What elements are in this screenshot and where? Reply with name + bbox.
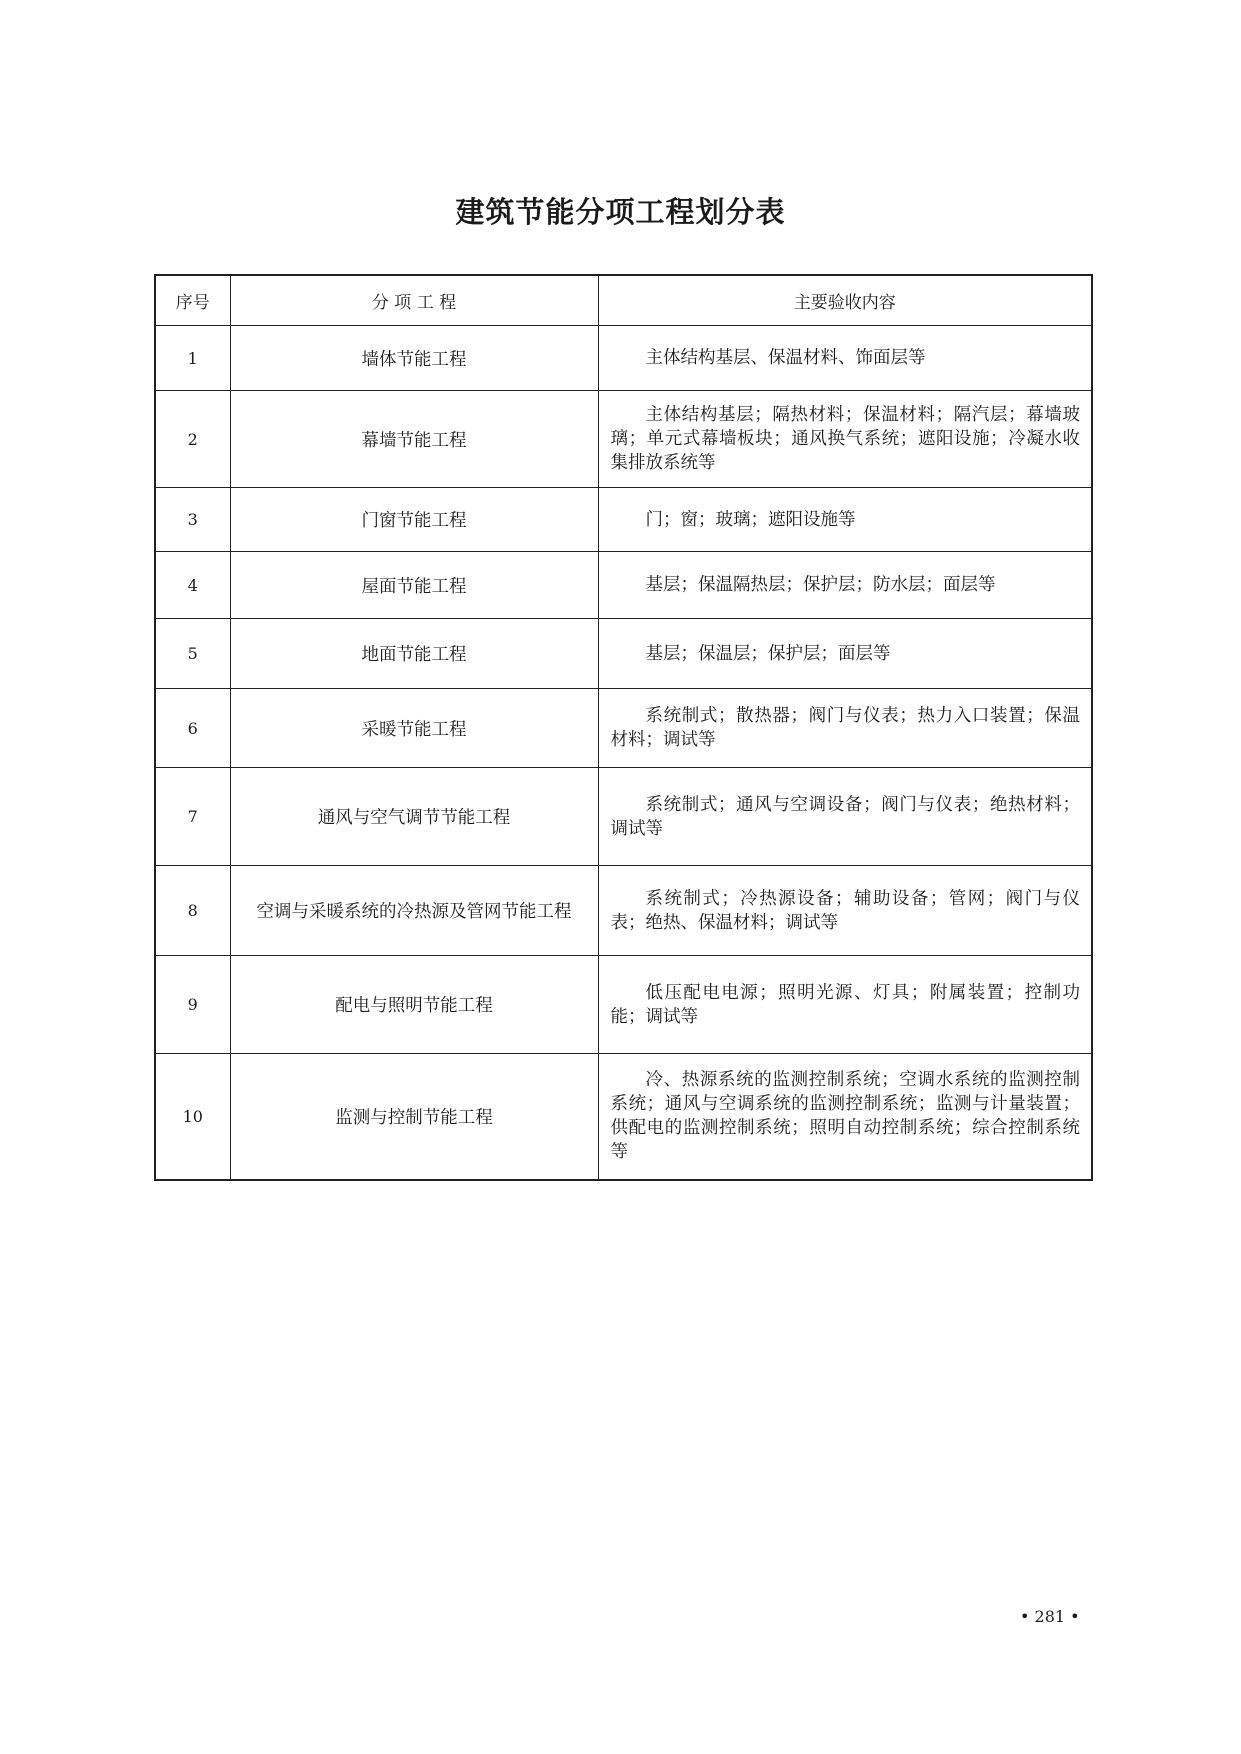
subproject-name: 采暖节能工程 <box>230 689 598 768</box>
table-row <box>155 1054 1092 1180</box>
row-number: 6 <box>155 689 230 768</box>
table-row <box>155 768 1092 866</box>
subproject-name: 通风与空气调节节能工程 <box>230 768 598 866</box>
table-row <box>155 866 1092 956</box>
table-row <box>155 552 1092 619</box>
table-row <box>155 619 1092 689</box>
subproject-name: 屋面节能工程 <box>230 552 598 619</box>
table-row <box>155 391 1092 488</box>
division-table <box>154 274 1093 1181</box>
header-subproject: 分 项 工 程 <box>230 275 598 326</box>
acceptance-content: 系统制式；散热器；阀门与仪表；热力入口装置；保温材料；调试等 <box>598 689 1092 768</box>
acceptance-content: 基层；保温层；保护层；面层等 <box>598 619 1092 689</box>
row-number: 5 <box>155 619 230 689</box>
acceptance-content: 主体结构基层；隔热材料；保温材料；隔汽层；幕墙玻璃；单元式幕墙板块；通风换气系统；遮阳设施；冷凝水收集排放系统等 <box>598 391 1092 488</box>
header-no: 序号 <box>155 275 230 326</box>
acceptance-content: 系统制式；通风与空调设备；阀门与仪表；绝热材料；调试等 <box>598 768 1092 866</box>
header-content: 主要验收内容 <box>598 275 1092 326</box>
row-number: 3 <box>155 488 230 552</box>
table-header-row <box>155 275 1092 326</box>
subproject-name: 墙体节能工程 <box>230 326 598 391</box>
row-number: 10 <box>155 1054 230 1180</box>
row-number: 9 <box>155 956 230 1054</box>
table-row <box>155 956 1092 1054</box>
row-number: 8 <box>155 866 230 956</box>
subproject-name: 监测与控制节能工程 <box>230 1054 598 1180</box>
subproject-name: 地面节能工程 <box>230 619 598 689</box>
acceptance-content: 低压配电电源；照明光源、灯具；附属装置；控制功能；调试等 <box>598 956 1092 1054</box>
table-row <box>155 488 1092 552</box>
acceptance-content: 冷、热源系统的监测控制系统；空调水系统的监测控制系统；通风与空调系统的监测控制系统；监测与计量装置；供配电的监测控制系统；照明自动控制系统；综合控制系统等 <box>598 1054 1092 1180</box>
subproject-name: 配电与照明节能工程 <box>230 956 598 1054</box>
table-row <box>155 689 1092 768</box>
acceptance-content: 主体结构基层、保温材料、饰面层等 <box>598 326 1092 391</box>
table-row <box>155 326 1092 391</box>
acceptance-content: 基层；保温隔热层；保护层；防水层；面层等 <box>598 552 1092 619</box>
page-title: 建筑节能分项工程划分表 <box>455 195 786 229</box>
page-number: • 281 • <box>1020 1607 1080 1626</box>
acceptance-content: 系统制式；冷热源设备；辅助设备；管网；阀门与仪表；绝热、保温材料；调试等 <box>598 866 1092 956</box>
row-number: 4 <box>155 552 230 619</box>
subproject-name: 空调与采暖系统的冷热源及管网节能工程 <box>230 866 598 956</box>
acceptance-content: 门；窗；玻璃；遮阳设施等 <box>598 488 1092 552</box>
row-number: 7 <box>155 768 230 866</box>
subproject-name: 幕墙节能工程 <box>230 391 598 488</box>
row-number: 1 <box>155 326 230 391</box>
subproject-name: 门窗节能工程 <box>230 488 598 552</box>
row-number: 2 <box>155 391 230 488</box>
